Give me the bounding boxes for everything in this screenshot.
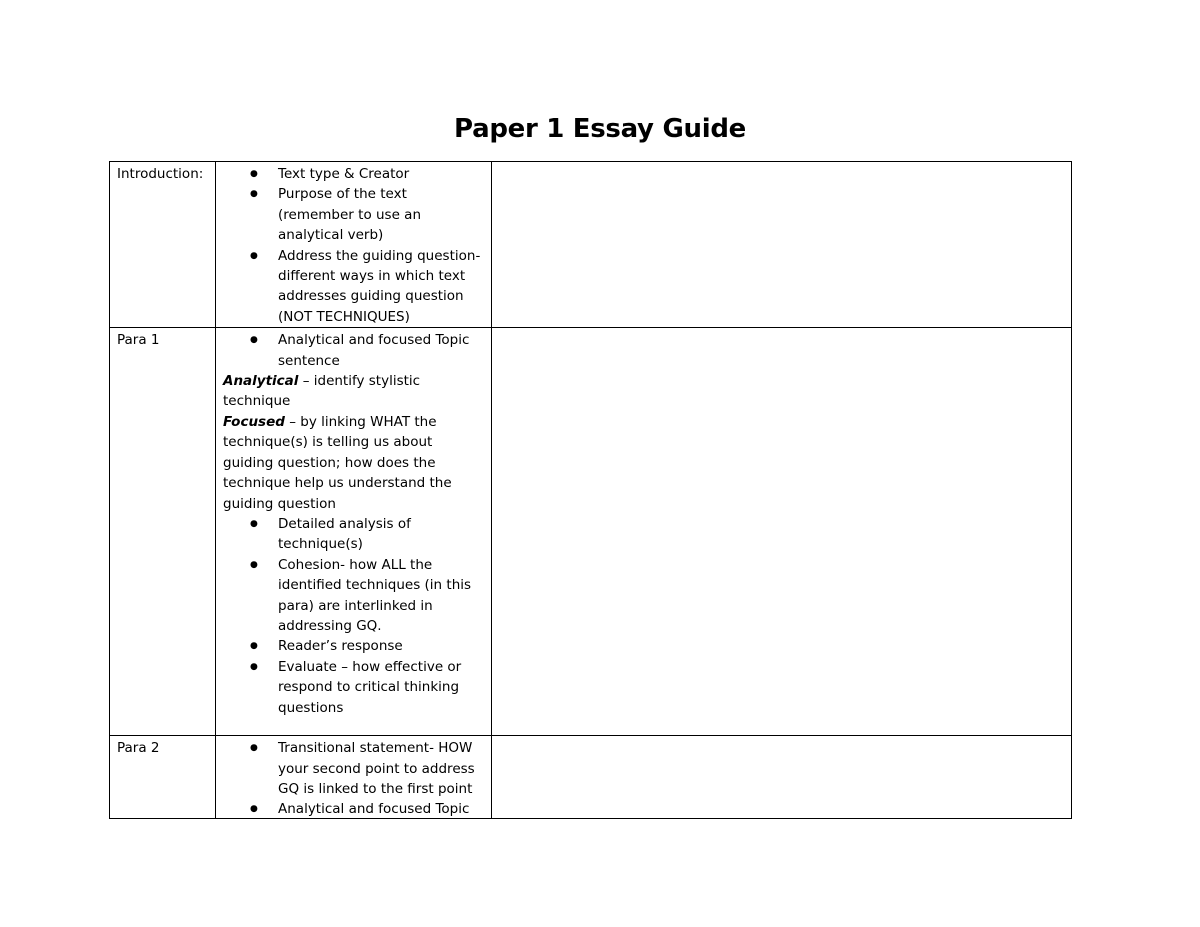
row-label-cell	[110, 328, 216, 736]
row-label: Para 2	[117, 740, 160, 757]
bullet-item: ● Transitional statement- HOW your second point to address GQ is linked to the first point	[223, 738, 485, 799]
guide-content-cell	[216, 328, 492, 736]
notes-empty-cell[interactable]	[492, 328, 1072, 736]
notes-empty-cell[interactable]	[492, 162, 1072, 328]
table-row-para-1	[110, 328, 1072, 736]
bullet-list	[223, 330, 485, 371]
table-row-para-2	[110, 736, 1072, 819]
definition-term: Focused	[223, 413, 285, 430]
bullet-item: ● Text type & Creator	[223, 164, 485, 184]
page-title: Paper 1 Essay Guide	[454, 114, 746, 144]
definition-text: – by linking WHAT the technique(s) is telling us about guiding question; how does the technique help us understand the guiding question	[223, 413, 452, 512]
bullet-list	[223, 514, 485, 718]
row-label: Para 1	[117, 332, 160, 349]
bullet-item: ● Cohesion- how ALL the identified techniques (in this para) are interlinked in addressing GQ.	[223, 555, 485, 637]
guide-content-cell	[216, 162, 492, 328]
definition-text: – identify stylistic technique	[223, 373, 421, 410]
bullet-list	[223, 738, 485, 818]
bullet-item: ● Detailed analysis of technique(s)	[223, 514, 485, 555]
bullet-item: ● Address the guiding question- different ways in which text addresses guiding question (NOT TECHNIQUES)	[223, 246, 485, 328]
row-label: Introduction:	[117, 166, 204, 182]
row-label-cell	[110, 736, 216, 819]
bullet-list	[223, 164, 485, 327]
table-row-introduction	[110, 162, 1072, 328]
guide-content-cell	[216, 736, 492, 819]
bullet-item: ● Analytical and focused Topic	[223, 799, 485, 818]
bullet-item: ● Reader’s response	[223, 636, 485, 656]
bullet-item: ● Analytical and focused Topic sentence	[223, 330, 485, 371]
notes-empty-cell[interactable]	[492, 736, 1072, 819]
row-label-cell	[110, 162, 216, 328]
essay-guide-table	[109, 161, 1072, 819]
definition-note	[223, 412, 485, 514]
definition-term: Analytical	[223, 373, 299, 390]
bullet-item: ● Evaluate – how effective or respond to critical thinking questions	[223, 657, 485, 718]
definition-note	[223, 371, 485, 412]
bullet-item: ● Purpose of the text (remember to use an analytical verb)	[223, 184, 485, 245]
